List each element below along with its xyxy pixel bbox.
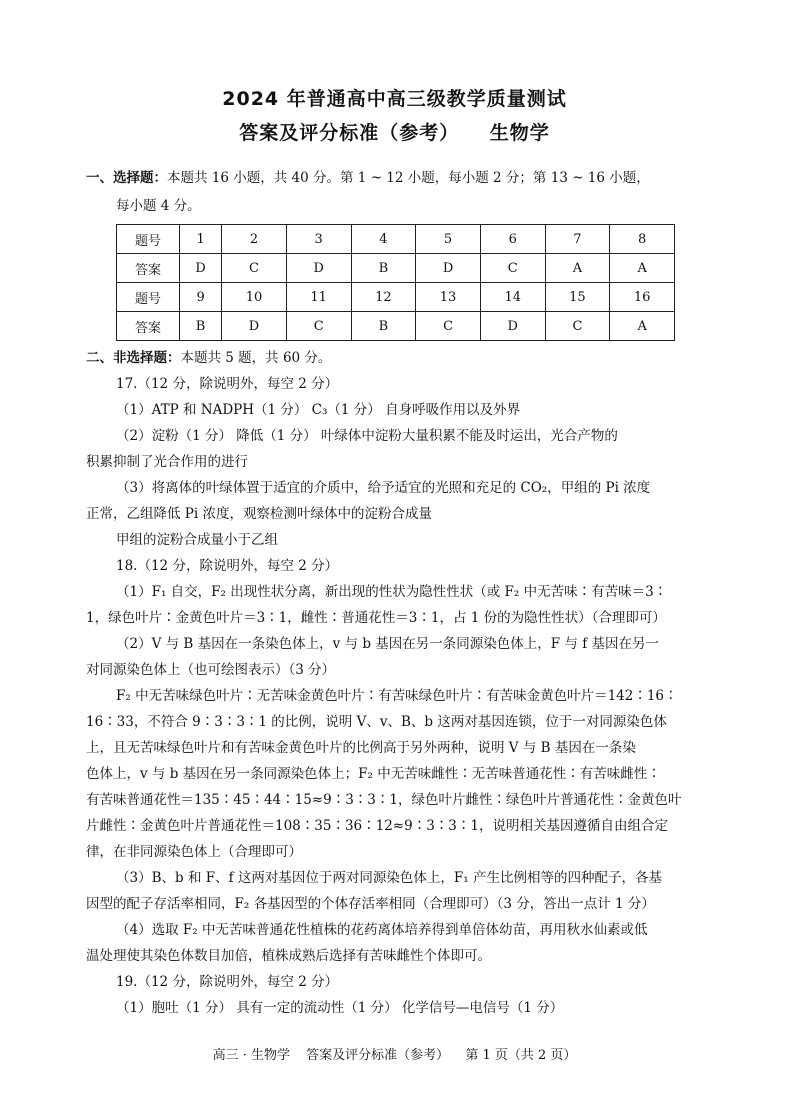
q18-answer-1: （1）F₁ 自交，F₂ 出现性状分离，新出现的性状为隐性性状（或 F₂ 中无苦味∶有苦味＝3∶ (116, 584, 668, 600)
q18-reasoning-cont: 片雌性∶金黄色叶片普通花性＝108∶35∶36∶12≈9∶3∶3∶1，说明相关基因遵循自由组合定 (86, 818, 668, 834)
table-cell: D (180, 254, 222, 283)
q18-answer-4: （4）选取 F₂ 中无苦味普通花性植株的花药离体培养得到单倍体幼苗，再用秋水仙素或低 (116, 922, 648, 938)
table-cell: D (416, 254, 481, 283)
q18-answer-1-cont: 1，绿色叶片∶金黄色叶片＝3∶1，雌性∶普通花性＝3∶1，占 1 份的为隐性性状）（合理即可） (86, 610, 666, 626)
table-cell: 7 (545, 225, 610, 254)
table-cell: D (286, 254, 351, 283)
table-cell: A (610, 312, 675, 341)
table-row (117, 312, 675, 341)
q19-header: 19.（12 分，除说明外，每空 2 分） (116, 974, 339, 990)
table-cell: 9 (180, 283, 222, 312)
table-cell: 14 (480, 283, 545, 312)
table-cell: B (351, 312, 416, 341)
q18-answer-4-cont: 温处理使其染色体数目加倍，植株成熟后选择有苦味雌性个体即可。 (86, 948, 491, 964)
section1-heading: 一、选择题： (86, 170, 167, 186)
q17-answer-3: （3）将离体的叶绿体置于适宜的介质中，给予适宜的光照和充足的 CO₂，甲组的 Pi 浓度 (116, 480, 651, 496)
section2-text (86, 344, 726, 372)
table-cell: 4 (351, 225, 416, 254)
q18-reasoning-cont: 律，在非同源染色体上（合理即可） (86, 844, 302, 860)
table-row (117, 254, 675, 283)
page-footer (0, 1044, 789, 1063)
q18-reasoning-cont: 有苦味普通花性＝135∶45∶44∶15≈9∶3∶3∶1，绿色叶片雌性∶绿色叶片普通花性∶金黄色叶 (86, 792, 682, 808)
q18-reasoning-cont: 16∶33，不符合 9∶3∶3∶1 的比例，说明 V、v、B、b 这两对基因连锁，位于一对同源染色体 (86, 714, 667, 730)
section1-description-cont: 每小题 4 分。 (116, 198, 201, 214)
table-cell: 16 (610, 283, 675, 312)
q17-answer-3-result: 甲组的淀粉合成量小于乙组 (116, 532, 278, 548)
row-label: 题号 (117, 225, 180, 254)
table-cell: D (222, 312, 287, 341)
q18-answer-2-cont: 对同源染色体上（也可绘图表示）（3 分） (86, 662, 336, 678)
table-cell: 2 (222, 225, 287, 254)
section2-description: 本题共 5 题，共 60 分。 (180, 350, 332, 366)
section1-text (86, 164, 726, 220)
q18-answer-3: （3）B、b 和 F、f 这两对基因位于两对同源染色体上，F₁ 产生比例相等的四种配子，各基 (116, 870, 662, 886)
table-cell: 11 (286, 283, 351, 312)
q17-answer-2-cont: 积累抑制了光合作用的进行 (86, 454, 248, 470)
table-row (117, 225, 675, 254)
table-cell: 5 (416, 225, 481, 254)
q17-answer-2: （2）淀粉（1 分） 降低（1 分） 叶绿体中淀粉大量积累不能及时运出，光合产物的 (116, 428, 618, 444)
table-cell: A (610, 254, 675, 283)
q18-reasoning-cont: 上，且无苦味绿色叶片和有苦味金黄色叶片的比例高于另外两种，说明 V 与 B 基因在一条染 (86, 740, 636, 756)
footer-subject: 高三 · 生物学 (212, 1048, 291, 1063)
document-subtitle: 答案及评分标准（参考） 生物学 (239, 122, 550, 144)
footer-doc: 答案及评分标准（参考） (306, 1048, 450, 1063)
q17-answer-3-cont: 正常，乙组降低 Pi 浓度，观察检测叶绿体中的淀粉合成量 (86, 506, 432, 522)
table-cell: C (545, 312, 610, 341)
table-row (117, 283, 675, 312)
q18-reasoning-cont: 色体上，v 与 b 基因在另一条同源染色体上；F₂ 中无苦味雌性∶无苦味普通花性∶有苦味雌性∶ (86, 766, 661, 782)
table-cell: 3 (286, 225, 351, 254)
table-cell: D (480, 312, 545, 341)
q17-header: 17.（12 分，除说明外，每空 2 分） (116, 376, 339, 392)
section1-description: 本题共 16 小题，共 40 分。第 1 ~ 12 小题，每小题 2 分；第 13 ~ 16 小题， (167, 170, 650, 186)
table-cell: A (545, 254, 610, 283)
q18-answer-3-cont: 因型的配子存活率相同，F₂ 各基因型的个体存活率相同（合理即可）（3 分，答出一点计 1 分） (86, 896, 655, 912)
table-cell: C (480, 254, 545, 283)
table-cell: B (351, 254, 416, 283)
row-label: 答案 (117, 312, 180, 341)
q19-answer-1: （1）胞吐（1 分） 具有一定的流动性（1 分） 化学信号—电信号（1 分） (116, 1000, 564, 1016)
table-cell: C (416, 312, 481, 341)
table-cell: 13 (416, 283, 481, 312)
row-label: 题号 (117, 283, 180, 312)
q18-reasoning: F₂ 中无苦味绿色叶片∶无苦味金黄色叶片∶有苦味绿色叶片∶有苦味金黄色叶片＝142∶16∶ (116, 688, 678, 704)
table-cell: 12 (351, 283, 416, 312)
table-cell: 1 (180, 225, 222, 254)
table-cell: 8 (610, 225, 675, 254)
table-cell: C (286, 312, 351, 341)
table-cell: 15 (545, 283, 610, 312)
q18-answer-2: （2）V 与 B 基因在一条染色体上，v 与 b 基因在另一条同源染色体上，F 与 f 基因在另一 (116, 636, 660, 652)
table-cell: 10 (222, 283, 287, 312)
row-label: 答案 (117, 254, 180, 283)
table-cell: B (180, 312, 222, 341)
document-title: 2024 年普通高中高三级教学质量测试 (222, 88, 567, 110)
q17-answer-1: （1）ATP 和 NADPH（1 分） C₃（1 分） 自身呼吸作用以及外界 (116, 402, 521, 418)
q18-header: 18.（12 分，除说明外，每空 2 分） (116, 558, 339, 574)
footer-page-number: 第 1 页（共 2 页） (465, 1048, 577, 1063)
section2-heading: 二、非选择题： (86, 350, 181, 366)
answer-table (116, 224, 675, 341)
table-cell: C (222, 254, 287, 283)
table-cell: 6 (480, 225, 545, 254)
